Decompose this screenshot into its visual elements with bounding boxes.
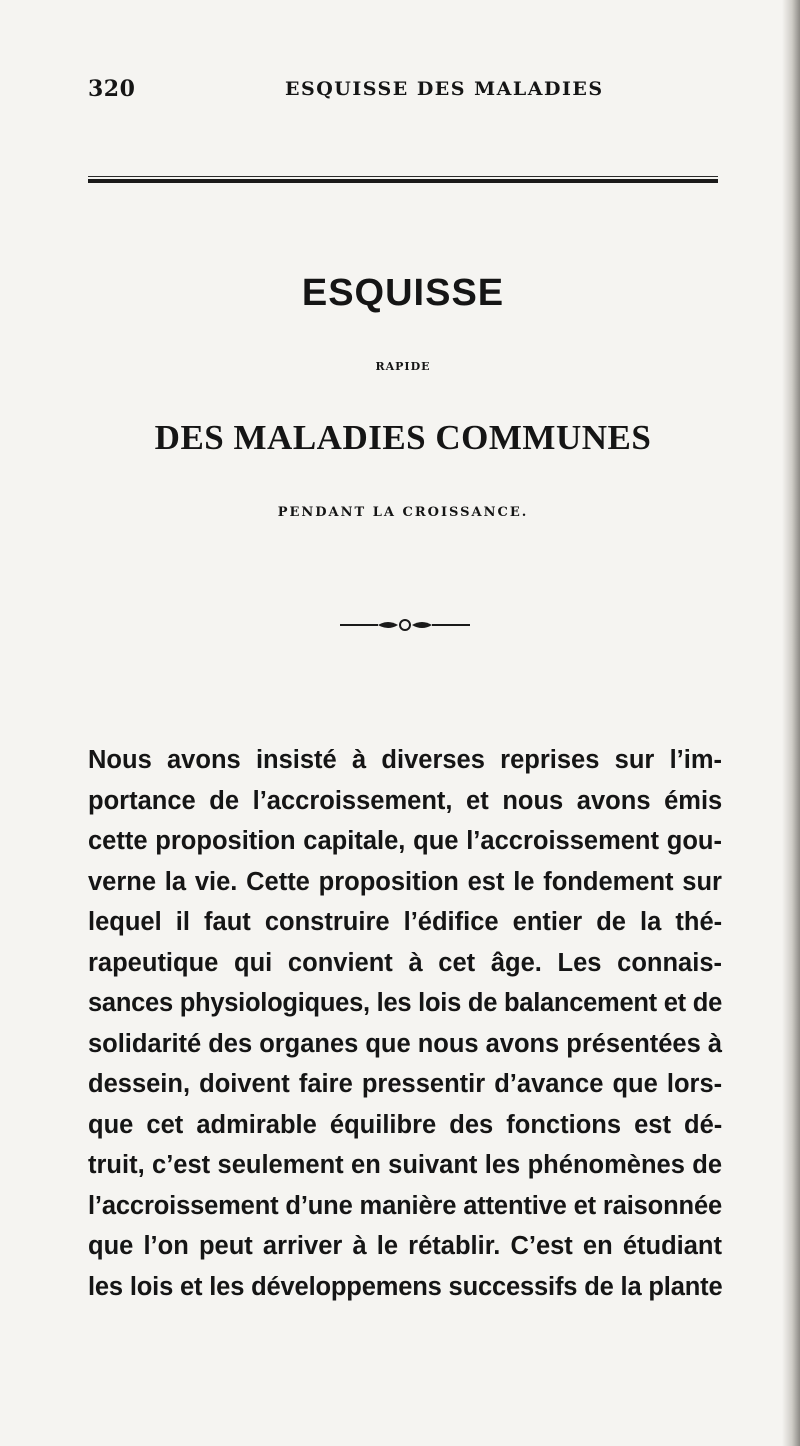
chapter-subtitle-tail: PENDANT LA CROISSANCE. [277,505,529,520]
page-edge-shadow [782,0,800,1446]
chapter-subtitle-small: RAPIDE [375,360,431,373]
body-paragraph [88,740,722,1307]
body-line: que cet admirable équilibre des fonctions est dé- [88,1110,723,1139]
page-number: 320 [88,76,136,102]
running-head [88,72,648,112]
body-line: portance de l’accroissement, et nous avons émis [88,786,723,815]
body-line: cette proposition capitale, que l’accroissement gou- [88,827,722,855]
header-rule [88,176,718,184]
ornament-divider-icon [340,618,470,632]
header-rule-thick [88,179,718,183]
body-line: truit, c’est seulement en suivant les phénomènes de [88,1151,723,1179]
body-line: solidarité des organes que nous avons présentées à [88,1029,722,1058]
body-line: Nous avons insisté à diverses reprises sur l’im- [88,746,722,774]
chapter-subtitle-large: DES MALADIES COMMUNES [154,418,652,457]
body-line: les lois et les développemens successifs de la plante [88,1272,723,1301]
body-line: dessein, doivent faire pressentir d’avance que lors- [88,1070,723,1098]
body-line: sances physiologiques, les lois de balancement et de [88,989,722,1017]
body-line: que l’on peut arriver à le rétablir. C’est en étudiant [88,1232,722,1260]
body-line: l’accroissement d’une manière attentive et raisonnée [88,1191,722,1220]
running-title: ESQUISSE DES MALADIES [285,78,604,100]
header-rule-thin [88,176,718,177]
chapter-title: ESQUISSE [301,272,505,314]
body-line: rapeutique qui convient à cet âge. Les connais- [88,948,722,977]
body-line: lequel il faut construire l’édifice entier de la thé- [88,908,723,936]
body-line: verne la vie. Cette proposition est le fondement sur [88,867,722,896]
